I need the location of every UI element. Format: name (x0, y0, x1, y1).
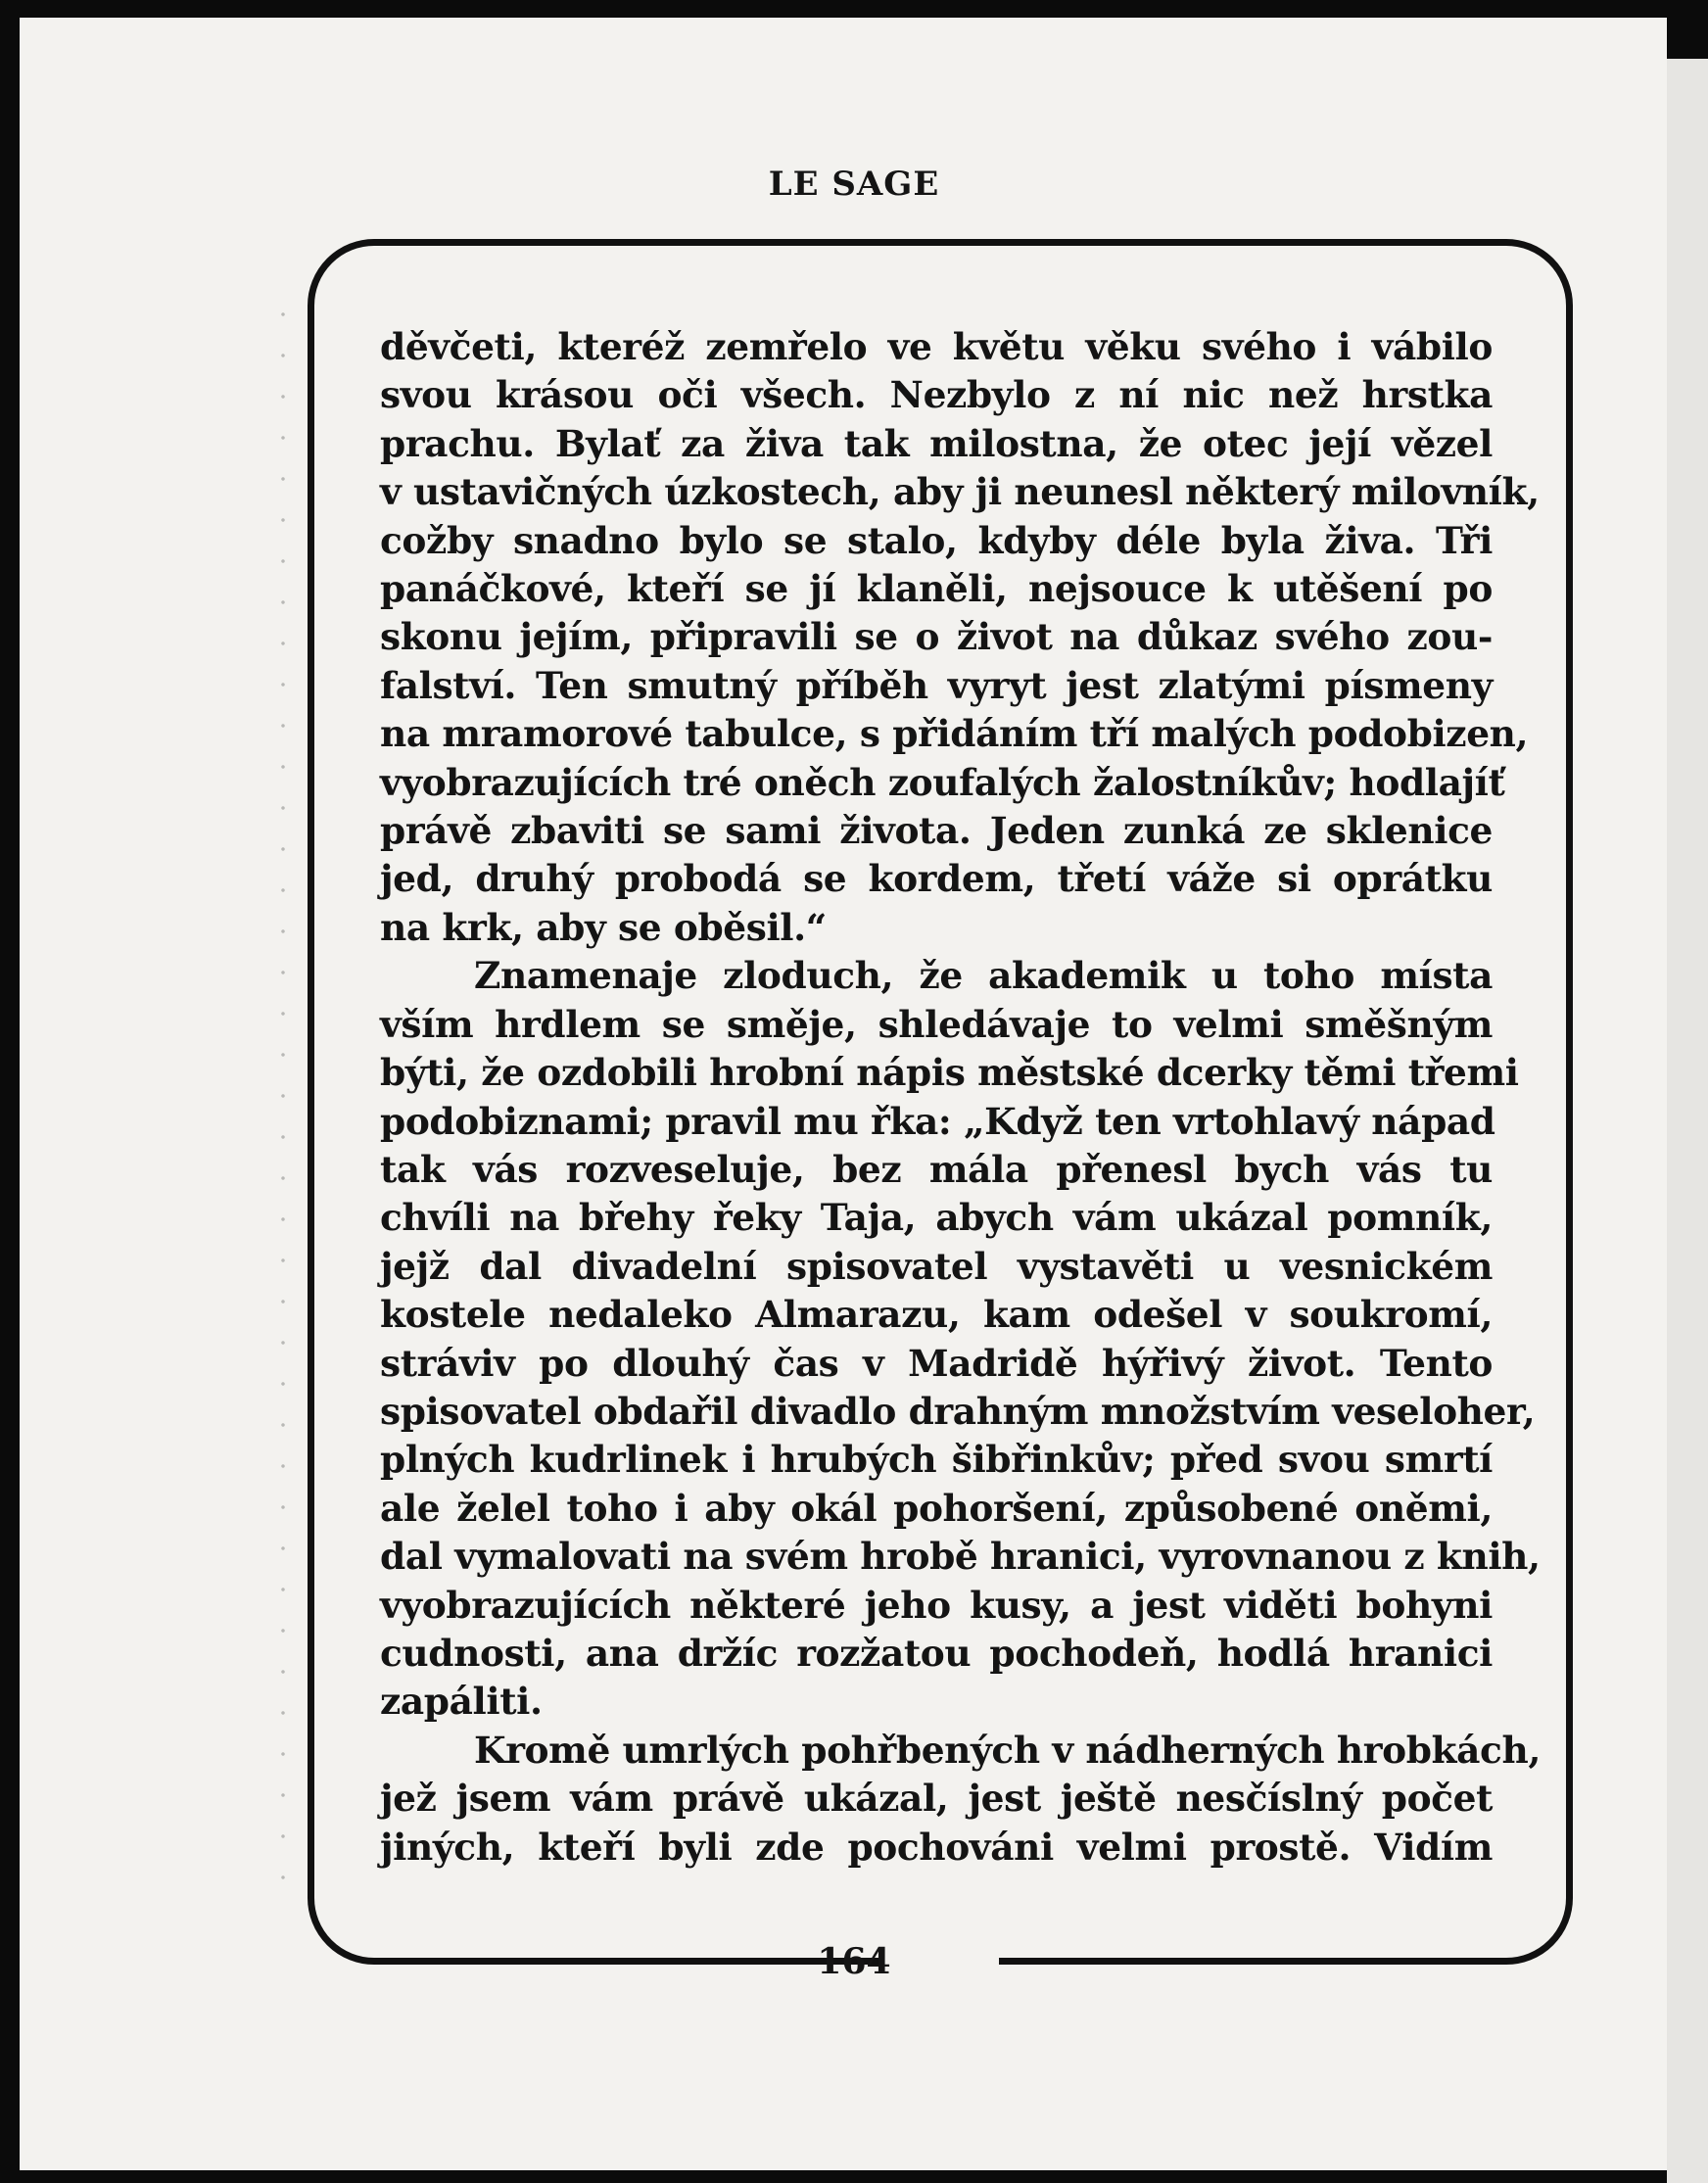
text-line: dal vymalovati na svém hrobě hranici, vyrovnanou z knih, (380, 1535, 1541, 1579)
text-line: panáčkové, kteří se jí klaněli, nejsouce k utěšení po (380, 567, 1493, 611)
text-line: kostele nedaleko Almarazu, kam odešel v soukromí, (380, 1293, 1493, 1337)
text-line: podobiznami; pravil mu řka: „Když ten vrtohlavý nápad (380, 1099, 1495, 1143)
text-line: na krk, aby se oběsil.“ (380, 905, 827, 949)
body-text (380, 323, 1541, 1872)
binding-marks (278, 294, 288, 1910)
text-line: chvíli na břehy řeky Taja, abych vám ukázal pomník, (380, 1196, 1493, 1240)
facing-page-edge (1667, 59, 1708, 2183)
text-line: plných kudrlinek i hrubých šibřinkův; před svou smrtí (380, 1438, 1493, 1482)
text-line: v ustavičných úzkostech, aby ji neunesl některý milovník, (380, 470, 1540, 514)
text-line: zapáliti. (380, 1680, 543, 1724)
text-line: falství. Ten smutný příběh vyryt jest zlatými písmeny (380, 663, 1493, 707)
text-line: právě zbaviti se sami života. Jeden zunká ze sklenice (380, 809, 1493, 853)
page-number: 164 (817, 1941, 891, 1982)
text-line: skonu jejím, připravili se o život na důkaz svého zou- (380, 615, 1493, 659)
text-line: cudnosti, ana držíc rozžatou pochodeň, hodlá hranici (380, 1631, 1493, 1675)
text-line: na mramorové tabulce, s přidáním tří malých podobizen, (380, 712, 1529, 756)
text-line: svou krásou oči všech. Nezbylo z ní nic než hrstka (380, 373, 1493, 417)
text-line: spisovatel obdařil divadlo drahným množstvím veseloher, (380, 1389, 1536, 1433)
text-line: vším hrdlem se směje, shledávaje to velmi směšným (380, 1002, 1493, 1046)
text-line: tak vás rozveseluje, bez mála přenesl bych vás tu (380, 1147, 1493, 1191)
text-line: vyobrazujících některé jeho kusy, a jest viděti bohyni (380, 1583, 1493, 1627)
text-line: jejž dal divadelní spisovatel vystavěti u vesnickém (380, 1244, 1493, 1288)
text-line: děvčeti, kteréž zemřelo ve květu věku svého i vábilo (380, 325, 1493, 368)
text-line: ale želel toho i aby okál pohoršení, způsobené oněmi, (380, 1486, 1493, 1530)
text-line: Kromě umrlých pohřbených v nádherných hrobkách, (474, 1728, 1541, 1772)
text-line: býti, že ozdobili hrobní nápis městské dcerky těmi třemi (380, 1051, 1519, 1095)
text-line: vyobrazujících tré oněch zoufalých žalostníkův; hodlajíť (380, 760, 1505, 804)
text-line: jiných, kteří byli zde pochováni velmi prostě. Vidím (380, 1825, 1493, 1869)
text-line: Znamenaje zloduch, že akademik u toho místa (474, 954, 1493, 998)
text-line: cožby snadno bylo se stalo, kdyby déle byla živa. Tři (380, 518, 1493, 562)
text-line: jež jsem vám právě ukázal, jest ještě nesčíslný počet (380, 1777, 1493, 1821)
text-line: jed, druhý probodá se kordem, třetí váže si oprátku (380, 857, 1493, 901)
text-line: prachu. Bylať za živa tak milostna, že otec její vězel (380, 421, 1493, 465)
running-head: LE SAGE (768, 165, 940, 204)
text-line: stráviv po dlouhý čas v Madridě hýřivý život. Tento (380, 1341, 1493, 1385)
